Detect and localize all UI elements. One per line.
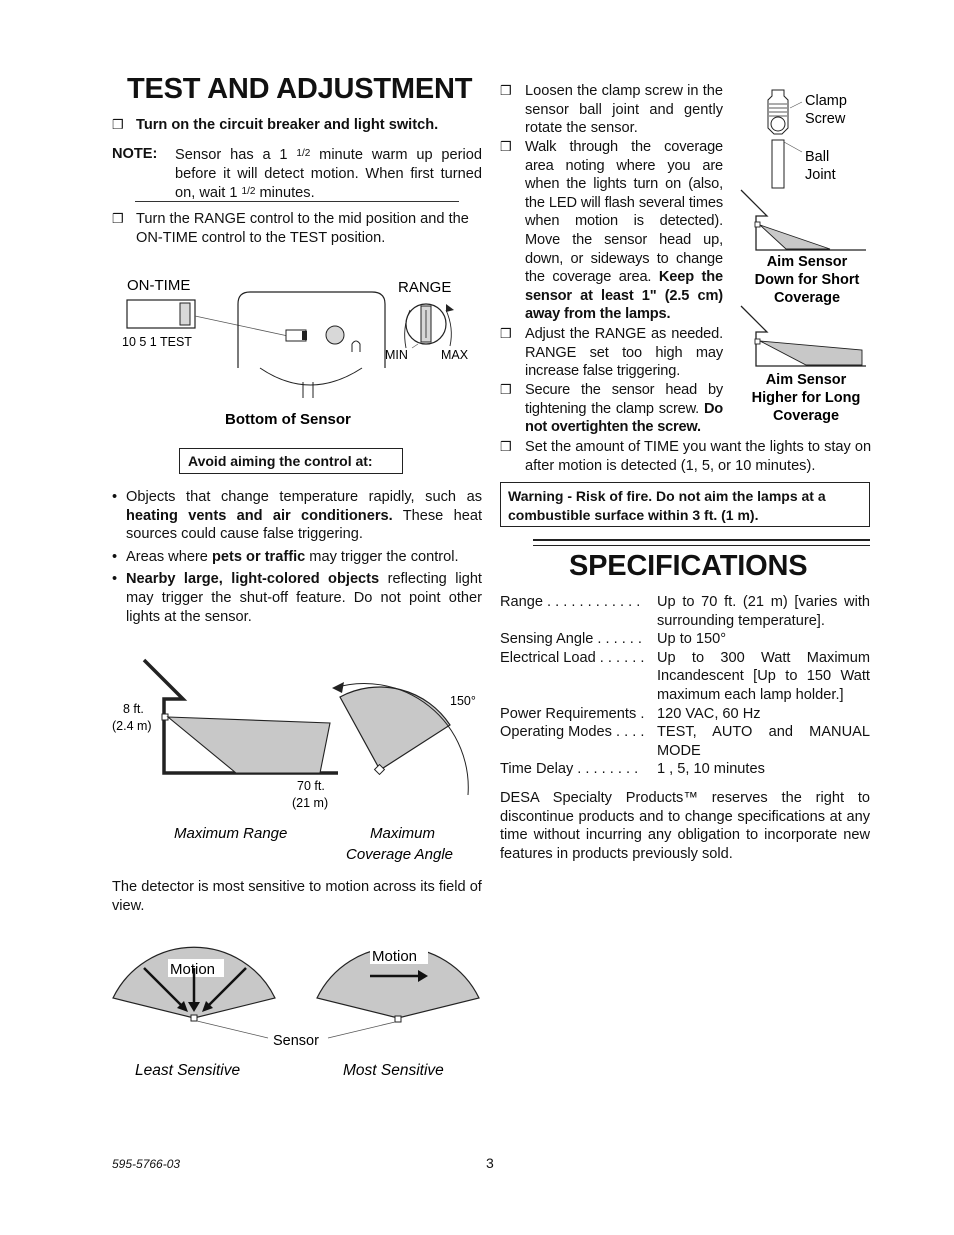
sensitivity-diagram bbox=[108, 928, 488, 1088]
avoid-heading-box: Avoid aiming the control at: bbox=[179, 448, 403, 474]
checkbox-icon: ❒ bbox=[500, 326, 512, 341]
note-label: NOTE: bbox=[112, 146, 158, 162]
specs-rule-top bbox=[533, 539, 870, 541]
aim-down-3: Coverage bbox=[773, 290, 841, 306]
angle-label: 150° bbox=[450, 694, 476, 708]
fire-warning-box: Warning - Risk of fire. Do not aim the lamps at a combustible surface within 3 ft. (1 m). bbox=[500, 482, 870, 527]
sensor-caption: Bottom of Sensor bbox=[225, 411, 351, 428]
checkbox-icon: ❒ bbox=[112, 117, 124, 132]
motion-label-left: Motion bbox=[170, 961, 216, 978]
clamp-aim-diagram bbox=[736, 84, 876, 429]
coverage-diagram bbox=[108, 655, 488, 870]
note-divider bbox=[135, 201, 459, 202]
aim-down-1: Aim Sensor bbox=[766, 254, 848, 270]
caption-max-range: Maximum Range bbox=[174, 825, 288, 842]
table-row: Range . . . . . . . . . . . . Up to 70 ft. (21 m) [varies with surrounding temperature]. bbox=[500, 594, 870, 629]
checkbox-icon: ❒ bbox=[500, 83, 512, 98]
most-sensitive-caption: Most Sensitive bbox=[343, 1062, 444, 1079]
on-time-scale: 10 5 1 TEST bbox=[122, 335, 192, 349]
step-walk: ❒ Walk through the coverage area noting where you are when the lights turn on (also, the LED will flash several times when motion is detected). Move the sensor head up, down, or sideways to change the coverage area. Keep the sensor at least 1" (2.5 cm) away from the lamps. bbox=[500, 139, 724, 323]
max-label: MAX bbox=[441, 348, 469, 362]
step-loosen: ❒ Loosen the clamp screw in the sensor ball joint and gently rotate the sensor. bbox=[500, 83, 723, 137]
motion-label-right: Motion bbox=[372, 948, 418, 965]
part-number: 595-5766-03 bbox=[112, 1157, 181, 1171]
step-circuit-breaker: ❒ Turn on the circuit breaker and light switch. bbox=[112, 117, 439, 133]
checkbox-icon: ❒ bbox=[500, 382, 512, 397]
list-item: • Areas where pets or traffic may trigger the control. bbox=[112, 548, 482, 567]
aim-up-2: Higher for Long bbox=[751, 390, 861, 406]
range-label: RANGE bbox=[398, 279, 452, 296]
sensitivity-text: The detector is most sensitive to motion across its field of view. bbox=[112, 879, 482, 914]
on-time-label: ON-TIME bbox=[127, 277, 191, 294]
step-range-control: ❒ Turn the RANGE control to the mid position and the ON-TIME control to the TEST position. bbox=[112, 211, 469, 246]
checkbox-icon: ❒ bbox=[500, 139, 512, 154]
clamp-label-2: Screw bbox=[805, 111, 846, 127]
list-item: • Objects that change temperature rapidly, such as heating vents and air conditioners. These heat sources could cause false triggering. bbox=[112, 488, 482, 544]
ball-label-1: Ball bbox=[805, 149, 830, 165]
table-row: Electrical Load . . . . . . Up to 300 Watt Maximum Incandescent [Up to 150 Watt maximum each lamp holder.] bbox=[500, 649, 870, 703]
disclaimer: DESA Specialty Products™ reserves the right to discontinue products and to change specifications at any time without incurring any obligation to incorporate new features in products previously sold. bbox=[500, 790, 870, 862]
step-adjust: ❒ Adjust the RANGE as needed. RANGE set too high may increase false triggering. bbox=[500, 326, 723, 380]
dist-m: (21 m) bbox=[292, 796, 329, 810]
dist-ft: 70 ft. bbox=[297, 779, 325, 793]
clamp-label-1: Clamp bbox=[805, 93, 847, 109]
min-label: MIN bbox=[385, 348, 408, 362]
caption-max-angle-1: Maximum bbox=[370, 825, 436, 842]
sensor-label: Sensor bbox=[273, 1033, 319, 1049]
height-ft: 8 ft. bbox=[123, 702, 144, 716]
least-sensitive-caption: Least Sensitive bbox=[135, 1062, 241, 1079]
caption-max-angle-2: Coverage Angle bbox=[346, 846, 454, 863]
note-block bbox=[112, 145, 482, 202]
aim-up-3: Coverage bbox=[772, 408, 840, 424]
specs-table bbox=[500, 593, 870, 779]
specs-rule-bottom bbox=[533, 545, 870, 546]
checkbox-icon: ❒ bbox=[500, 439, 512, 454]
avoid-list bbox=[112, 488, 482, 630]
note-text: Sensor has a 1 $^{1/2}$ minute warm up period before it will detect motion. When first turned on, wait 1 $^{1/2}$ minutes. bbox=[175, 147, 482, 202]
table-row: Time Delay . . . . . . . . 1 , 5, 10 minutes bbox=[500, 761, 765, 778]
section-title-test: TEST AND ADJUSTMENT bbox=[127, 73, 473, 105]
list-item: • Nearby large, light-colored objects reflecting light may trigger the shut-off feature. Do not point other lights at the sensor. bbox=[112, 570, 482, 626]
page-number: 3 bbox=[486, 1155, 494, 1171]
table-row: Operating Modes . . . . TEST, AUTO and MANUAL MODE bbox=[500, 724, 870, 759]
ball-label-2: Joint bbox=[805, 167, 836, 183]
checkbox-icon: ❒ bbox=[112, 211, 124, 226]
step-time: ❒ Set the amount of TIME you want the lights to stay on after motion is detected (1, 5, or 10 minutes). bbox=[500, 439, 872, 474]
step-secure: ❒ Secure the sensor head by tightening the clamp screw. Do not overtighten the screw. bbox=[500, 382, 723, 436]
section-title-specs: SPECIFICATIONS bbox=[569, 550, 808, 582]
table-row: Sensing Angle . . . . . . Up to 150° bbox=[500, 631, 727, 648]
aim-up-1: Aim Sensor bbox=[765, 372, 847, 388]
aim-down-2: Down for Short bbox=[754, 272, 860, 288]
sensor-bottom-diagram bbox=[110, 270, 490, 440]
height-m: (2.4 m) bbox=[112, 719, 152, 733]
table-row: Power Requirements . 120 VAC, 60 Hz bbox=[500, 705, 761, 722]
